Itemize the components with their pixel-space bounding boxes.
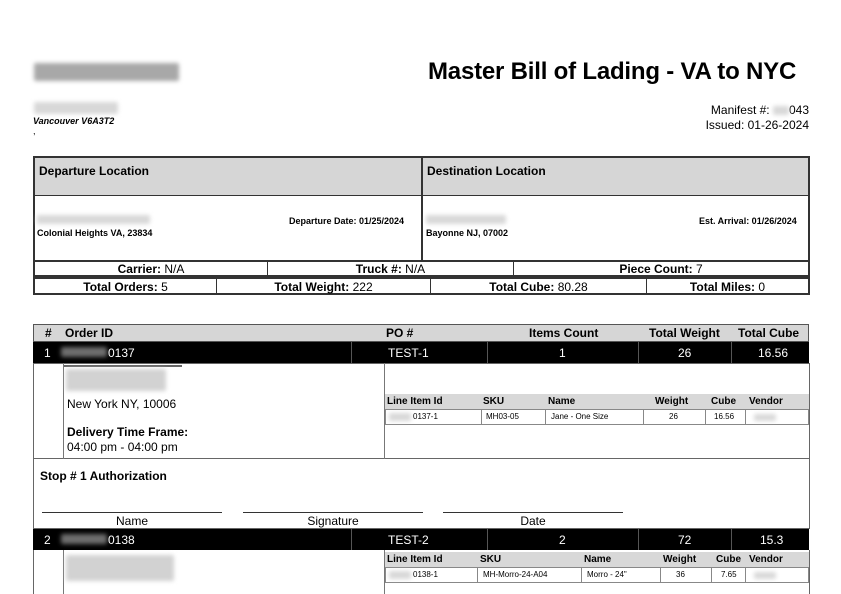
pieces-value: 7 (696, 262, 703, 276)
line-items-header (385, 394, 809, 409)
order-num: 2 (44, 533, 51, 547)
li-name: Morro - 24" (587, 570, 627, 579)
detail-divider (63, 550, 64, 594)
li-col-name: Name (584, 554, 612, 565)
row-divider (487, 342, 488, 363)
delivery-name-redacted (66, 555, 174, 581)
order-po: TEST-2 (388, 533, 429, 547)
li-divider (745, 409, 746, 425)
manifest-label: Manifest #: (710, 103, 770, 117)
weight-label: Total Weight: (274, 280, 350, 294)
departure-city: Colonial Heights VA, 23834 (37, 228, 153, 238)
company-extra: , (33, 126, 36, 136)
li-col-cube: Cube (716, 554, 741, 565)
signature-label: Signature (307, 514, 359, 528)
li-col-sku: SKU (480, 554, 502, 565)
total-miles (647, 280, 808, 294)
truck (268, 262, 513, 276)
order-id-redacted (61, 347, 107, 357)
li-col-id: Line Item Id (387, 396, 443, 407)
miles-label: Total Miles: (689, 280, 756, 294)
pieces-label: Piece Count: (619, 262, 693, 276)
carrier-label: Carrier: (117, 262, 161, 276)
li-col-sku: SKU (483, 396, 505, 407)
li-weight: 26 (669, 412, 678, 421)
li-divider (705, 409, 706, 425)
li-id: 0138-1 (413, 570, 438, 579)
li-divider (643, 409, 644, 425)
row-divider (638, 342, 639, 363)
piece-count (514, 262, 808, 276)
departure-address-redacted (37, 215, 150, 224)
li-vendor-redacted (754, 572, 776, 579)
row-divider (731, 529, 732, 550)
date-line[interactable] (443, 512, 623, 513)
li-col-id: Line Item Id (387, 554, 443, 565)
row-divider (638, 529, 639, 550)
li-vendor-redacted (754, 414, 776, 421)
row-divider (731, 342, 732, 363)
delivery-city: New York NY, 10006 (67, 397, 177, 411)
order-cube: 16.56 (758, 346, 789, 360)
manifest-number (711, 103, 809, 117)
col-order-id: Order ID (65, 326, 114, 340)
carrier (35, 262, 267, 276)
order-items: 2 (559, 533, 566, 547)
li-divider (711, 567, 712, 583)
orders-label: Total Orders: (83, 280, 158, 294)
manifest-suffix: 043 (788, 103, 809, 117)
li-col-weight: Weight (663, 554, 697, 565)
orders-table-header (33, 324, 809, 342)
li-divider (581, 567, 582, 583)
line-items-header (385, 552, 809, 567)
order-items: 1 (559, 346, 566, 360)
delivery-name-redacted (66, 369, 166, 391)
li-divider (660, 567, 661, 583)
weight-value: 222 (352, 280, 373, 294)
cube-label: Total Cube: (489, 280, 555, 294)
time-frame-label: Delivery Time Frame: (67, 425, 189, 439)
col-num: # (45, 326, 52, 340)
li-cube: 7.65 (721, 570, 737, 579)
signature-line[interactable] (243, 512, 423, 513)
row-divider (351, 529, 352, 550)
detail-divider (63, 363, 64, 459)
authorization-title: Stop # 1 Authorization (40, 469, 167, 483)
row-divider (487, 529, 488, 550)
order-num: 1 (44, 346, 51, 360)
order-row[interactable] (33, 342, 809, 363)
detail-divider (33, 550, 34, 594)
truck-label: Truck #: (355, 262, 402, 276)
row-divider (351, 342, 352, 363)
order-weight: 26 (678, 346, 692, 360)
li-col-vendor: Vendor (749, 396, 783, 407)
company-logo-redacted (34, 63, 179, 81)
li-id: 0137-1 (413, 412, 438, 421)
order-row[interactable] (33, 529, 809, 550)
li-sku: MH-Morro-24-A04 (483, 570, 548, 579)
manifest-prefix-redacted (773, 106, 789, 115)
li-divider (481, 409, 482, 425)
name-line[interactable] (42, 512, 222, 513)
li-col-name: Name (548, 396, 576, 407)
orders-value: 5 (161, 280, 168, 294)
destination-city: Bayonne NJ, 07002 (426, 228, 509, 238)
order-cube: 15.3 (760, 533, 784, 547)
col-items-count: Items Count (529, 326, 599, 340)
name-label: Name (115, 514, 148, 528)
li-name: Jane - One Size (551, 412, 609, 421)
detail-divider (809, 550, 810, 594)
order-weight: 72 (678, 533, 692, 547)
issued-date: Issued: 01-26-2024 (705, 118, 809, 132)
location-divider (421, 158, 423, 260)
departure-date: Departure Date: 01/25/2024 (289, 216, 405, 226)
col-total-weight: Total Weight (649, 326, 720, 340)
total-cube (431, 280, 646, 294)
departure-heading: Departure Location (35, 158, 421, 195)
li-id-redacted (389, 571, 411, 579)
address-rule (64, 365, 182, 367)
date-label: Date (520, 514, 546, 528)
li-divider (477, 567, 478, 583)
order-po: TEST-1 (388, 346, 429, 360)
time-frame-value: 04:00 pm - 04:00 pm (67, 440, 178, 454)
cube-value: 80.28 (557, 280, 588, 294)
total-weight (217, 280, 430, 294)
col-total-cube: Total Cube (738, 326, 800, 340)
order-id-redacted (61, 534, 107, 544)
li-col-vendor: Vendor (749, 554, 783, 565)
destination-date: Est. Arrival: 01/26/2024 (699, 216, 797, 226)
col-po: PO # (386, 326, 414, 340)
miles-value: 0 (758, 280, 766, 294)
li-divider (545, 409, 546, 425)
li-col-weight: Weight (655, 396, 689, 407)
destination-address-redacted (426, 215, 506, 224)
page-title: Master Bill of Lading - VA to NYC (428, 58, 797, 85)
truck-value: N/A (405, 262, 426, 276)
order-id: 0137 (108, 346, 135, 360)
total-orders (35, 280, 216, 294)
destination-heading: Destination Location (423, 158, 808, 195)
li-weight: 36 (676, 570, 685, 579)
li-sku: MH03-05 (486, 412, 519, 421)
li-cube: 16.56 (714, 412, 735, 421)
li-id-redacted (389, 413, 411, 421)
order-id: 0138 (108, 533, 135, 547)
company-city: Vancouver V6A3T2 (33, 116, 115, 126)
carrier-value: N/A (164, 262, 185, 276)
location-header-line (35, 195, 808, 196)
li-divider (745, 567, 746, 583)
li-col-cube: Cube (711, 396, 736, 407)
company-address-redacted (34, 102, 118, 114)
